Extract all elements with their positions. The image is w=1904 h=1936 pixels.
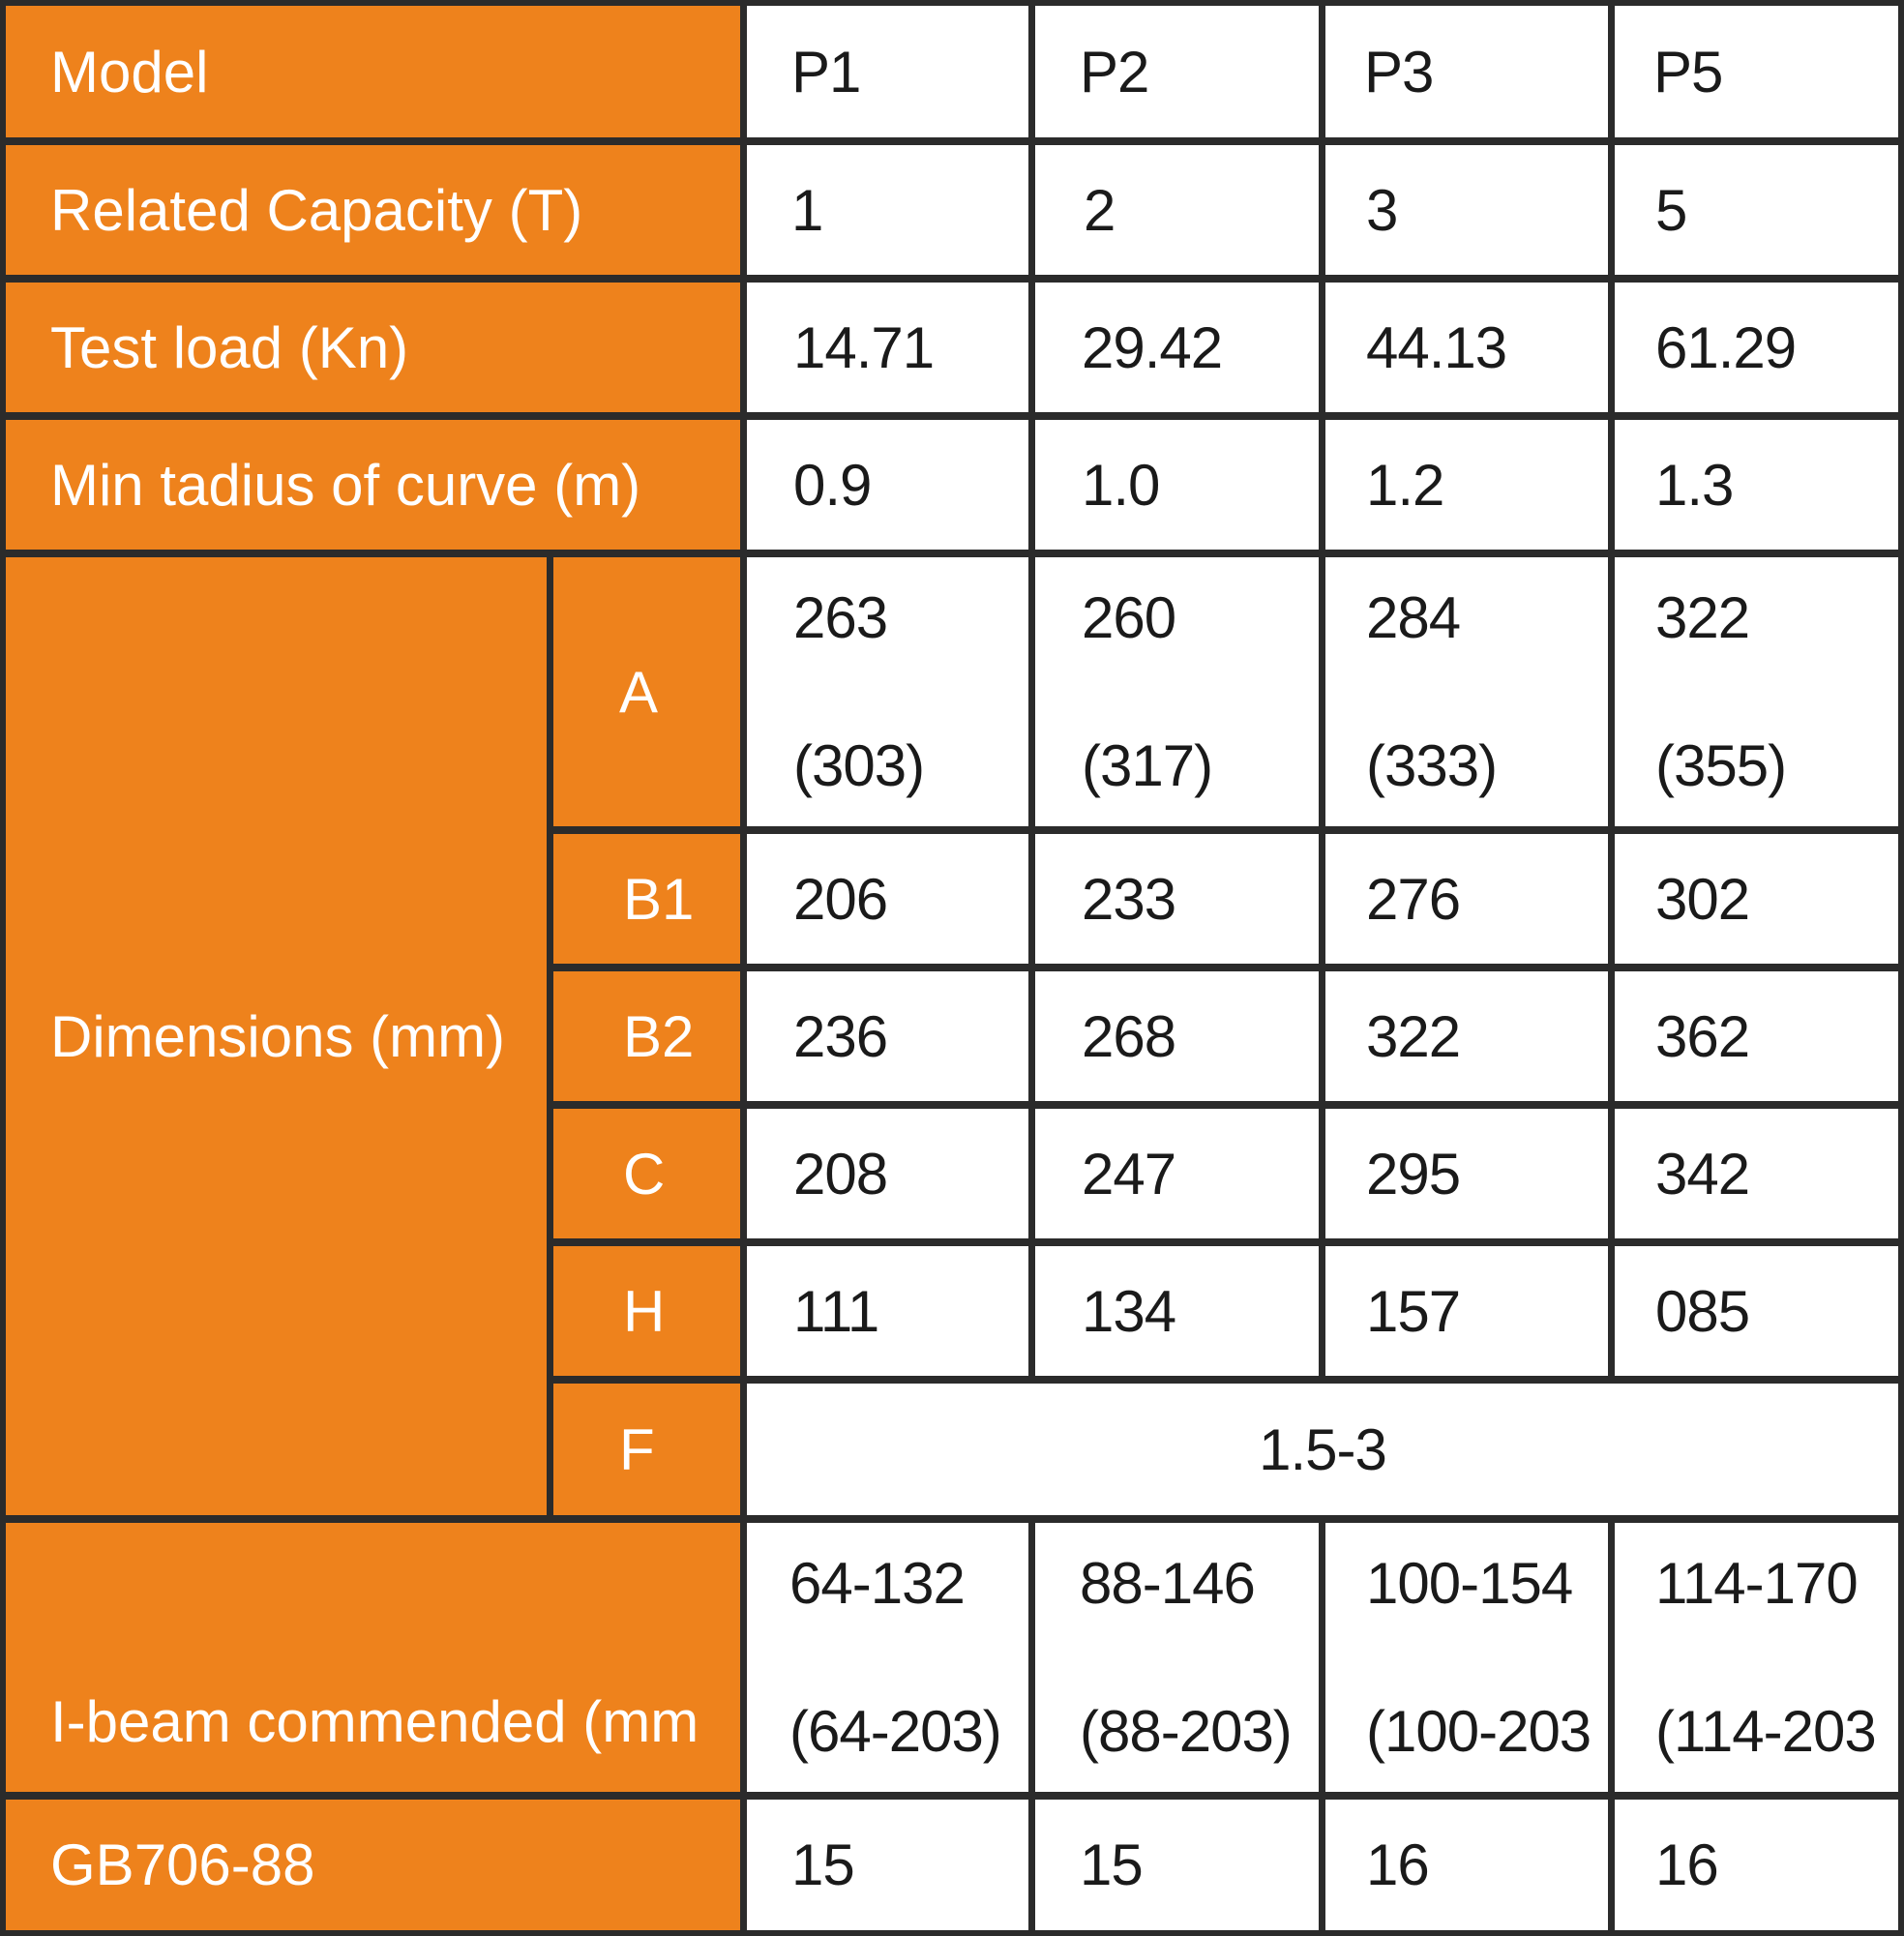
dim-label-a: A xyxy=(553,557,740,826)
test-load-p3: 44.13 xyxy=(1325,283,1608,412)
model-p2: P2 xyxy=(1035,6,1319,137)
min-radius-p2: 1.0 xyxy=(1035,420,1319,550)
row-label-gb706: GB706-88 xyxy=(6,1800,740,1930)
ibeam-p1 xyxy=(747,1523,1028,1792)
dim-label-b2: B2 xyxy=(553,971,740,1101)
dim-a-p1-main: 263 xyxy=(793,585,888,650)
row-label-test-load: Test load (Kn) xyxy=(6,283,740,412)
model-p3: P3 xyxy=(1325,6,1608,137)
dim-b2-p2: 268 xyxy=(1035,971,1319,1101)
row-label-dimensions: Dimensions (mm) xyxy=(6,557,547,1515)
min-radius-p1: 0.9 xyxy=(747,420,1028,550)
ibeam-p2 xyxy=(1035,1523,1319,1792)
ibeam-p1-alt: (64-203) xyxy=(789,1699,1001,1764)
gb-p2: 15 xyxy=(1035,1800,1319,1930)
dim-a-p5 xyxy=(1615,557,1898,826)
test-load-p2: 29.42 xyxy=(1035,283,1319,412)
dim-b1-p2: 233 xyxy=(1035,834,1319,964)
dim-label-h: H xyxy=(553,1246,740,1376)
dim-a-p3-alt: (333) xyxy=(1366,733,1498,798)
ibeam-p3-main: 100-154 xyxy=(1366,1551,1573,1616)
row-label-model: Model xyxy=(6,6,740,137)
dim-a-p1 xyxy=(747,557,1028,826)
gb-p5: 16 xyxy=(1615,1800,1898,1930)
dim-b1-p1: 206 xyxy=(747,834,1028,964)
dim-b1-p5: 302 xyxy=(1615,834,1898,964)
row-label-min-radius: Min tadius of curve (m) xyxy=(6,420,740,550)
dim-b1-p3: 276 xyxy=(1325,834,1608,964)
dim-label-b1: B1 xyxy=(553,834,740,964)
ibeam-p1-main: 64-132 xyxy=(789,1551,965,1616)
dim-b2-p1: 236 xyxy=(747,971,1028,1101)
ibeam-p2-alt: (88-203) xyxy=(1080,1699,1292,1764)
dim-b2-p5: 362 xyxy=(1615,971,1898,1101)
dim-label-f: F xyxy=(553,1384,740,1515)
gb-p1: 15 xyxy=(747,1800,1028,1930)
ibeam-p3 xyxy=(1325,1523,1608,1792)
min-radius-p3: 1.2 xyxy=(1325,420,1608,550)
dim-h-p3: 157 xyxy=(1325,1246,1608,1376)
capacity-p1: 1 xyxy=(747,145,1028,275)
dim-c-p5: 342 xyxy=(1615,1109,1898,1238)
dim-f-all: 1.5-3 xyxy=(747,1384,1898,1515)
dim-h-p2: 134 xyxy=(1035,1246,1319,1376)
test-load-p1: 14.71 xyxy=(747,283,1028,412)
capacity-p3: 3 xyxy=(1325,145,1608,275)
dim-a-p1-alt: (303) xyxy=(793,733,925,798)
model-p1: P1 xyxy=(747,6,1028,137)
row-label-capacity: Related Capacity (T) xyxy=(6,145,740,275)
model-p5: P5 xyxy=(1615,6,1898,137)
ibeam-p5 xyxy=(1615,1523,1898,1792)
dim-a-p3-main: 284 xyxy=(1366,585,1461,650)
dim-c-p3: 295 xyxy=(1325,1109,1608,1238)
dim-h-p5: 085 xyxy=(1615,1246,1898,1376)
ibeam-p3-alt: (100-203 xyxy=(1366,1699,1592,1764)
ibeam-p2-main: 88-146 xyxy=(1080,1551,1255,1616)
capacity-p5: 5 xyxy=(1615,145,1898,275)
dim-a-p3 xyxy=(1325,557,1608,826)
dim-label-c: C xyxy=(553,1109,740,1238)
min-radius-p5: 1.3 xyxy=(1615,420,1898,550)
gb-p3: 16 xyxy=(1325,1800,1608,1930)
dim-a-p2-alt: (317) xyxy=(1082,733,1213,798)
test-load-p5: 61.29 xyxy=(1615,283,1898,412)
dim-a-p2 xyxy=(1035,557,1319,826)
ibeam-p5-alt: (114-203 xyxy=(1655,1699,1876,1764)
dim-b2-p3: 322 xyxy=(1325,971,1608,1101)
dim-h-p1: 111 xyxy=(747,1246,1028,1376)
dim-a-p2-main: 260 xyxy=(1082,585,1176,650)
row-label-ibeam: I-beam commended (mm xyxy=(6,1523,740,1792)
dim-c-p2: 247 xyxy=(1035,1109,1319,1238)
dim-c-p1: 208 xyxy=(747,1109,1028,1238)
dim-a-p5-alt: (355) xyxy=(1655,733,1787,798)
dim-a-p5-main: 322 xyxy=(1655,585,1750,650)
capacity-p2: 2 xyxy=(1035,145,1319,275)
ibeam-p5-main: 114-170 xyxy=(1655,1551,1858,1616)
